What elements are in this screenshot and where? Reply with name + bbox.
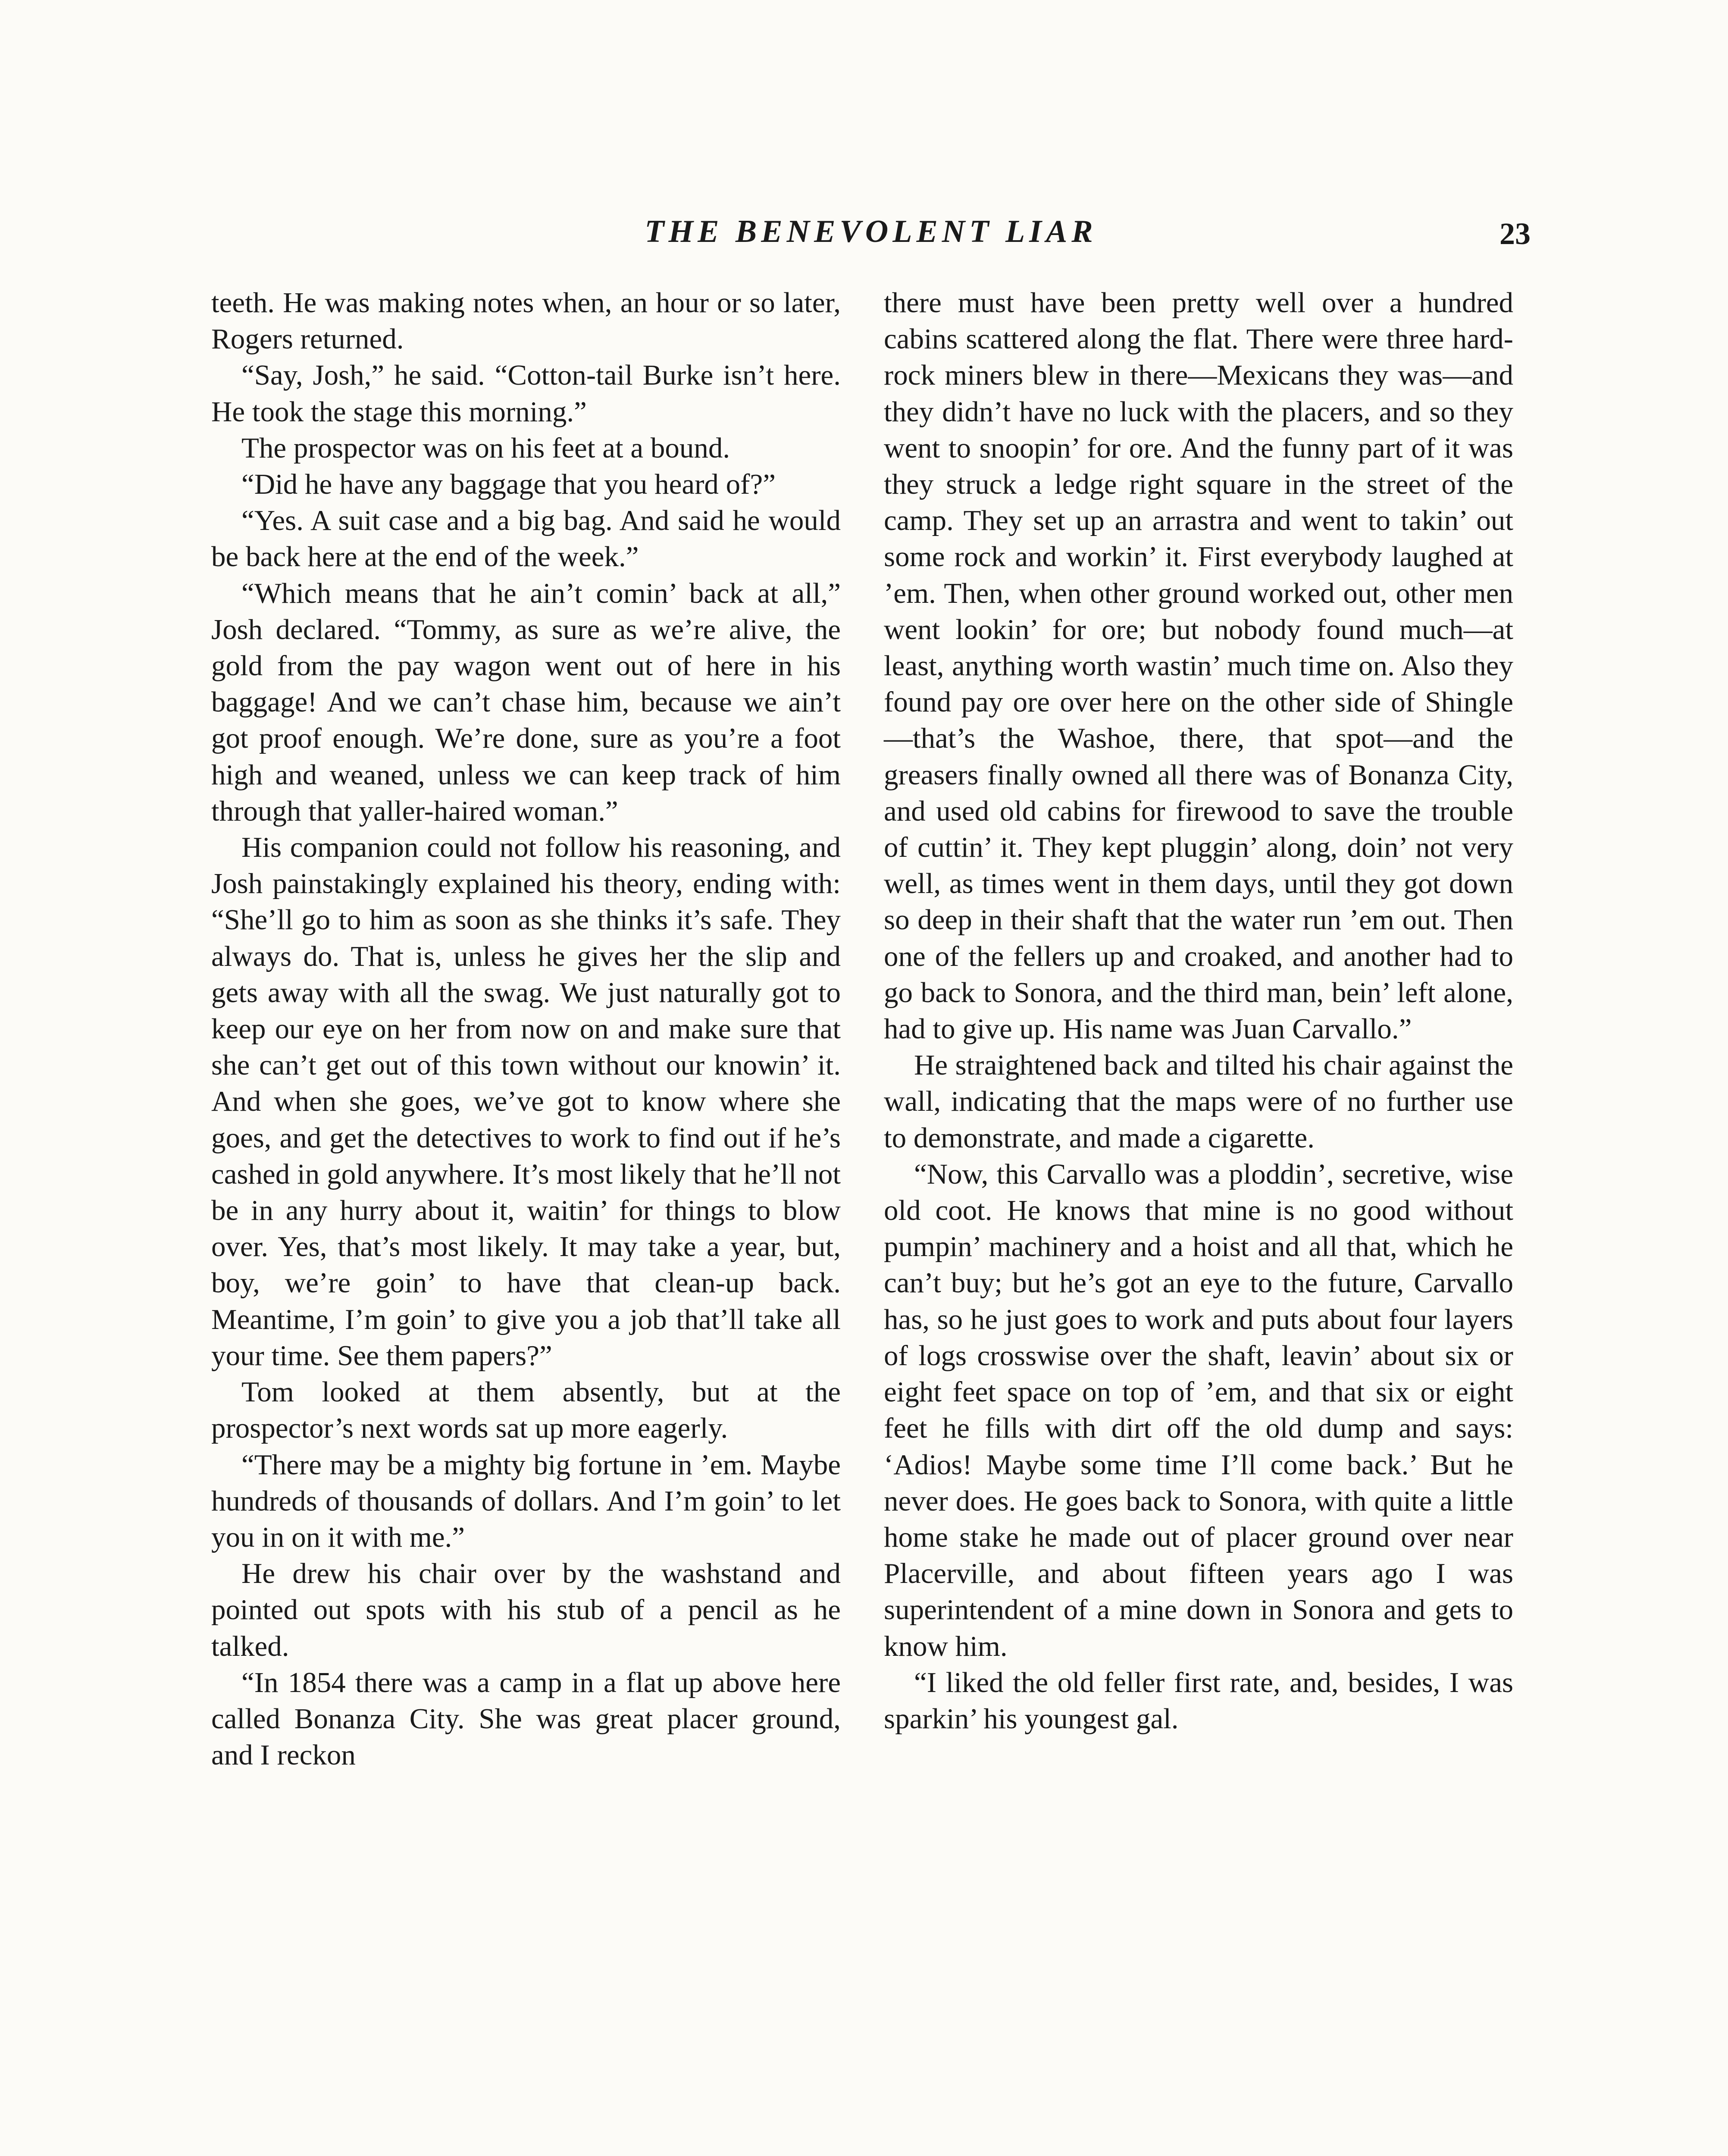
paragraph: The prospector was on his feet at a bound. bbox=[241, 432, 730, 464]
paragraph: “Which means that he ain’t comin’ back at all,” Josh declared. “Tommy, as sure as we’re alive, the gold from the pay wagon went out of here in his baggage! And we can’t chase him, because we ain’t got proof enough. We’re done, sure as you’re a foot high and weaned, unless we can keep track of him through that yaller-haired woman.” bbox=[211, 577, 841, 827]
paragraph: His companion could not follow his reasoning, and Josh painstakingly explained his theory, ending with: “She’ll go to him as soon as she thinks it’s safe. They always do. That is, unless he gives her the slip and gets away with all the swag. We just naturally got to keep our eye on her from now on and make sure that she can’t get out of this town without our knowin’ it. And when she goes, we’ve got to know where she goes, and get the detectives to work to find out if he’s cashed in gold anywhere. It’s most likely that he’ll not be in any hurry about it, waitin’ for things to blow over. Yes, that’s most likely. It may take a year, but, boy, we’re goin’ to have that clean-up back. Meantime, I’m goin’ to give you a job that’ll take all your time. See them papers?” bbox=[211, 831, 841, 1372]
left-column bbox=[211, 285, 841, 1773]
page-number: 23 bbox=[1499, 216, 1531, 251]
paragraph: Tom looked at them absently, but at the prospector’s next words sat up more eagerly. bbox=[211, 1376, 841, 1445]
paragraph: “Yes. A suit case and a big bag. And said he would be back here at the end of the week.” bbox=[211, 505, 841, 573]
paragraph: He drew his chair over by the washstand and pointed out spots with his stub of a pencil as he talked. bbox=[211, 1557, 841, 1662]
paragraph: “I liked the old feller first rate, and, besides, I was sparkin’ his youngest gal. bbox=[884, 1666, 1513, 1735]
paragraph: “Now, this Carvallo was a ploddin’, secretive, wise old coot. He knows that mine is no good without pumpin’ machinery and a hoist and all that, which he can’t buy; but he’s got an eye to the future, Carvallo has, so he just goes to work and puts about four layers of logs crosswise over the shaft, leavin’ about six or eight feet space on top of ’em, and that six or eight feet he fills with dirt off the old dump and says: ‘Adios! Maybe some time I’ll come back.’ But he never does. He goes back to Sonora, with quite a little home stake he made out of placer ground over near Placerville, and about fifteen years ago I was superintendent of a mine down in Sonora and gets to know him. bbox=[884, 1158, 1513, 1662]
right-column bbox=[884, 285, 1513, 1737]
page-header bbox=[211, 213, 1531, 252]
paragraph: “Did he have any baggage that you heard of?” bbox=[241, 468, 776, 501]
paragraph: there must have been pretty well over a hundred cabins scattered along the flat. There were three hard-rock miners blew in there—Mexicans they was—and they didn’t have no luck with the placers, and so they went to snoopin’ for ore. And the funny part of it was they struck a ledge right square in the street of the camp. They set up an arrastra and went to takin’ out some rock and workin’ it. First everybody laughed at ’em. Then, when other ground worked out, other men went lookin’ for ore; but nobody found much—at least, anything worth wastin’ much time on. Also they found pay ore over here on the other side of Shingle—that’s the Washoe, there, that spot—and the greasers finally owned all there was of Bonanza City, and used old cabins for firewood to save the trouble of cuttin’ it. They kept pluggin’ along, doin’ not very well, as times went in them days, until they got down so deep in their shaft that the water run ’em out. Then one of the fellers up and croaked, and another had to go back to Sonora, and the third man, bein’ left alone, had to give up. His name was Juan Carvallo.” bbox=[884, 287, 1513, 1045]
paragraph: “There may be a mighty big fortune in ’em. Maybe hundreds of thousands of dollars. And I’m goin’ to let you in on it with me.” bbox=[211, 1448, 841, 1553]
paragraph: teeth. He was making notes when, an hour or so later, Rogers returned. bbox=[211, 287, 841, 355]
running-title: THE BENEVOLENT LIAR bbox=[645, 214, 1097, 249]
paragraph: “In 1854 there was a camp in a flat up above here called Bonanza City. She was great placer ground, and I reckon bbox=[211, 1666, 841, 1771]
paragraph: He straightened back and tilted his chair against the wall, indicating that the maps were of no further use to demonstrate, and made a cigarette. bbox=[884, 1049, 1513, 1154]
paragraph: “Say, Josh,” he said. “Cotton-tail Burke isn’t here. He took the stage this morning.” bbox=[211, 359, 841, 428]
